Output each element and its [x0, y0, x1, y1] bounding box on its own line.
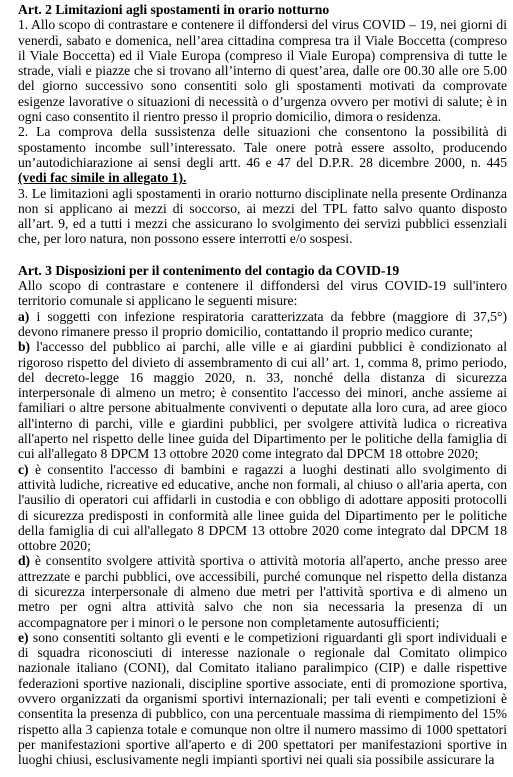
list-item-marker: b)	[18, 339, 31, 355]
art3-intro: Allo scopo di contrastare e contenere il diffondersi del virus COVID-19 sull'intero territorio comunale si applicano le seguenti misure:	[18, 278, 507, 309]
list-item-marker: a)	[18, 308, 30, 324]
list-item	[18, 309, 507, 340]
list-item-text: è consentito svolgere attività sportiva o attività motoria all'aperto, anche presso aree attrezzate e parchi pubblici, ove accessibili, purché comunque nel rispetto della distanza di sicurezza interpersonale di almeno due metri per l'attività sportiva e di almeno un metro per ogni altra attività salvo che non sia necessaria la presenza di un accompagnatore per i minori o le persone non completamente autosufficienti;	[18, 553, 507, 630]
art2-paragraph-2	[18, 124, 507, 185]
list-item	[18, 630, 507, 768]
list-item-text: l'accesso del pubblico ai parchi, alle ville e ai giardini pubblici è condizionato al rigoroso rispetto del divieto di assembramento di cui all’ art. 1, comma 8, primo periodo, del decreto-legge 16 maggio 2020, n. 33, nonché della distanza di sicurezza interpersonale di almeno un metro; è consentito l'accesso dei minori, anche assieme ai familiari o altre persone abitualmente conviventi o deputate alla loro cura, ad aree gioco all'interno di parchi, ville e giardini pubblici, per svolgere attività ludica o ricreativa all'aperto nel rispetto delle linee guida del Dipartimento per le politiche della famiglia di cui all'allegato 8 DPCM 13 ottobre 2020 come integrato dal DPCM 18 ottobre 2020;	[18, 339, 507, 462]
attachment-reference-link[interactable]: (vedi fac simile in allegato 1).	[18, 170, 187, 186]
list-item	[18, 553, 507, 629]
list-item	[18, 339, 507, 461]
list-item-marker: c)	[18, 461, 29, 477]
list-item-text: è consentito l'accesso di bambini e ragazzi a luoghi destinati allo svolgimento di attività ludiche, ricreative ed educative, anche non formali, al chiuso o all'aria aperta, con l'ausilio di operatori cui affidarli in custodia e con obbligo di adottare appositi protocolli di sicurezza predisposti in conformità alle linee guida del Dipartimento per le politiche della famiglia di cui all'allegato 8 DPCM 13 ottobre 2020 come integrato dal DPCM 18 ottobre 2020;	[18, 461, 507, 554]
art2-heading: Art. 2 Limitazioni agli spostamenti in orario notturno	[18, 2, 330, 17]
art2-paragraph-2-text: 2. La comprova della sussistenza delle situazioni che consentono la possibilità di spostamento incombe sull’interessato. Tale onere potrà essere assolto, producendo un’autodichiarazione ai sensi degli artt. 46 e 47 del D.P.R. 28 dicembre 2000, n. 445	[18, 124, 507, 170]
section-spacer	[18, 247, 507, 263]
list-item-text: sono consentiti soltanto gli eventi e le competizioni riguardanti gli sport individuali e di squadra riconosciuti di interesse nazionale o regionale dal Comitato olimpico nazionale italiano (CONI), dal Comitato italiano paralimpico (CIP) e dalle rispettive federazioni sportive nazionali, discipline sportive associate, enti di promozione sportiva, ovvero organizzati da organismi sportivi internazionali; per tali eventi e competizioni è consentita la presenza di pubblico, con una percentuale massima di riempimento del 15% rispetto alla 3 capienza totale e comunque non oltre il numero massimo di 1000 spettatori per manifestazioni sportive all'aperto e di 200 spettatori per manifestazioni sportive in luoghi chiusi, esclusivamente negli impianti sportivi nei quali sia possibile assicurare la	[18, 629, 507, 768]
art2-paragraph-1: 1. Allo scopo di contrastare e contenere il diffondersi del virus COVID – 19, nei giorni di venerdì, sabato e domenica, nell’area cittadina compresa tra il Viale Boccetta (compreso il Viale Boccetta) ed il Viale Europa (compreso il Viale Europa) comprensiva di tutte le strade, viali e piazze che si trovano all’interno di quest’area, dalle ore 00.30 alle ore 5.00 del giorno successivo sono consentiti solo gli spostamenti motivati da comprovate esigenze lavorative o situazioni di necessità o d’urgenza ovvero per motivi di salute; è in ogni caso consentito il rientro presso il proprio domicilio, dimora o residenza.	[18, 17, 507, 125]
list-item	[18, 462, 507, 554]
list-item-marker: e)	[18, 629, 29, 645]
list-item-marker: d)	[18, 553, 31, 569]
art3-heading: Art. 3 Disposizioni per il contenimento del contagio da COVID-19	[18, 262, 400, 278]
art2-paragraph-3: 3. Le limitazioni agli spostamenti in orario notturno disciplinate nella presente Ordinanza non si applicano ai mezzi di soccorso, ai mezzi del TPL fatto salvo quanto disposto all’art. 9, ed a tutti i mezzi che assicurano lo svolgimento dei servizi pubblici essenziali che, per loro natura, non possono essere interrotti e/o sospesi.	[18, 185, 507, 247]
list-item-text: i soggetti con infezione respiratoria caratterizzata da febbre (maggiore di 37,5°) devono rimanere presso il proprio domicilio, contattando il proprio medico curante;	[18, 308, 507, 339]
